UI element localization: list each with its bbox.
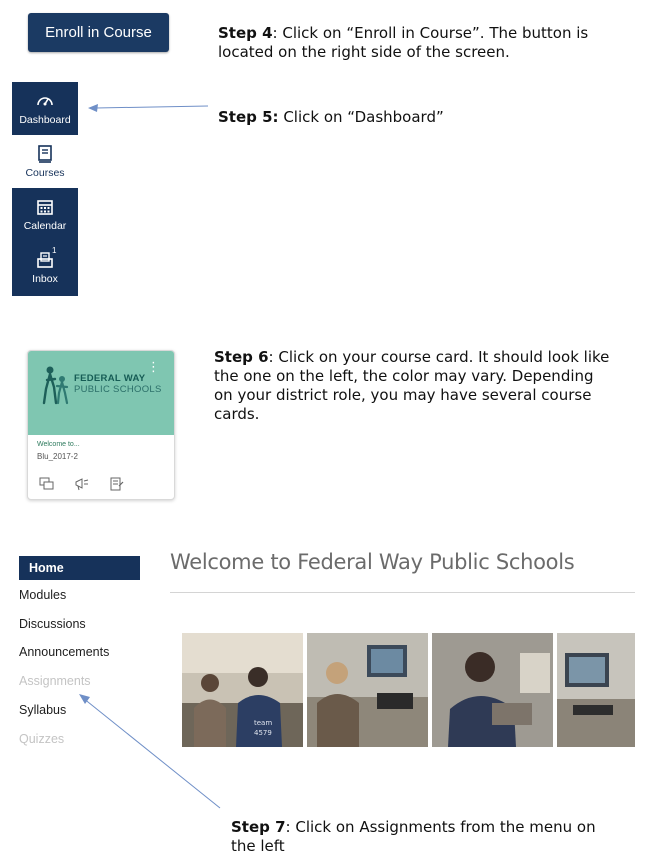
step-4-instruction (218, 24, 588, 62)
step-4-text: : Click on “Enroll in Course”. The button is (272, 24, 589, 42)
banner-photo-1 (182, 633, 303, 747)
step-5-instruction (218, 108, 444, 127)
course-card-code: Blu_2017-2 (37, 452, 78, 461)
calendar-icon (35, 197, 55, 217)
course-nav-discussions[interactable]: Discussions (19, 617, 86, 631)
step-6-label: Step 6 (214, 348, 269, 366)
page-title: Welcome to Federal Way Public Schools (170, 550, 575, 574)
card-options-icon[interactable]: ⋮ (147, 360, 160, 375)
inbox-badge: 1 (52, 246, 57, 255)
step-7-line2: the left (231, 837, 285, 855)
courses-icon (35, 144, 55, 164)
nav-inbox-label: Inbox (32, 273, 58, 285)
banner-photo-2 (307, 633, 428, 747)
banner-photo-3 (432, 633, 553, 747)
nav-courses[interactable] (12, 135, 78, 188)
card-logo-line1: FEDERAL WAY (74, 373, 146, 384)
course-nav-home[interactable]: Home (19, 556, 140, 580)
card-logo-line2: PUBLIC SCHOOLS (74, 384, 162, 395)
step-7-label: Step 7 (231, 818, 286, 836)
course-nav-quizzes[interactable]: Quizzes (19, 732, 65, 746)
nav-inbox[interactable] (12, 241, 78, 294)
dashboard-icon (35, 91, 55, 111)
step-6-line1: : Click on your course card. It should look like (268, 348, 610, 366)
step-6-line2: the one on the left, the color may vary. Depending (214, 367, 594, 385)
course-nav-announcements[interactable]: Announcements (19, 645, 110, 659)
federal-way-logo-icon (42, 365, 70, 409)
course-card-hero (28, 351, 174, 435)
svg-text:4579: 4579 (254, 729, 272, 737)
course-card[interactable] (27, 350, 175, 500)
nav-dashboard[interactable] (12, 82, 78, 135)
announcements-icon[interactable] (74, 477, 90, 491)
nav-calendar[interactable] (12, 188, 78, 241)
assignments-icon[interactable] (109, 477, 125, 491)
nav-courses-label: Courses (25, 167, 65, 179)
global-navigation (12, 82, 78, 296)
nav-dashboard-label: Dashboard (19, 114, 71, 126)
course-nav-syllabus[interactable]: Syllabus (19, 703, 67, 717)
course-nav-modules[interactable]: Modules (19, 588, 67, 602)
arrow-to-dashboard (88, 104, 208, 112)
step-6-instruction (214, 348, 609, 424)
course-card-title[interactable]: Welcome to... (37, 441, 80, 448)
title-divider (170, 592, 635, 593)
nav-calendar-label: Calendar (23, 220, 67, 232)
step-4-text-2: located on the right side of the screen. (218, 43, 510, 61)
svg-text:team: team (254, 719, 273, 727)
discussions-icon[interactable] (39, 477, 55, 491)
banner-photo-4 (557, 633, 635, 747)
step-6-line4: cards. (214, 405, 260, 423)
step-7-instruction (231, 818, 596, 856)
enroll-in-course-button[interactable]: Enroll in Course (28, 13, 169, 52)
step-4-label: Step 4 (218, 24, 273, 42)
step-5-label: Step 5: (218, 108, 279, 126)
step-7-line1: : Click on Assignments from the menu on (285, 818, 596, 836)
course-nav-assignments[interactable]: Assignments (19, 674, 91, 688)
step-5-text: Click on “Dashboard” (278, 108, 444, 126)
step-6-line3: on your district role, you may have several course (214, 386, 592, 404)
